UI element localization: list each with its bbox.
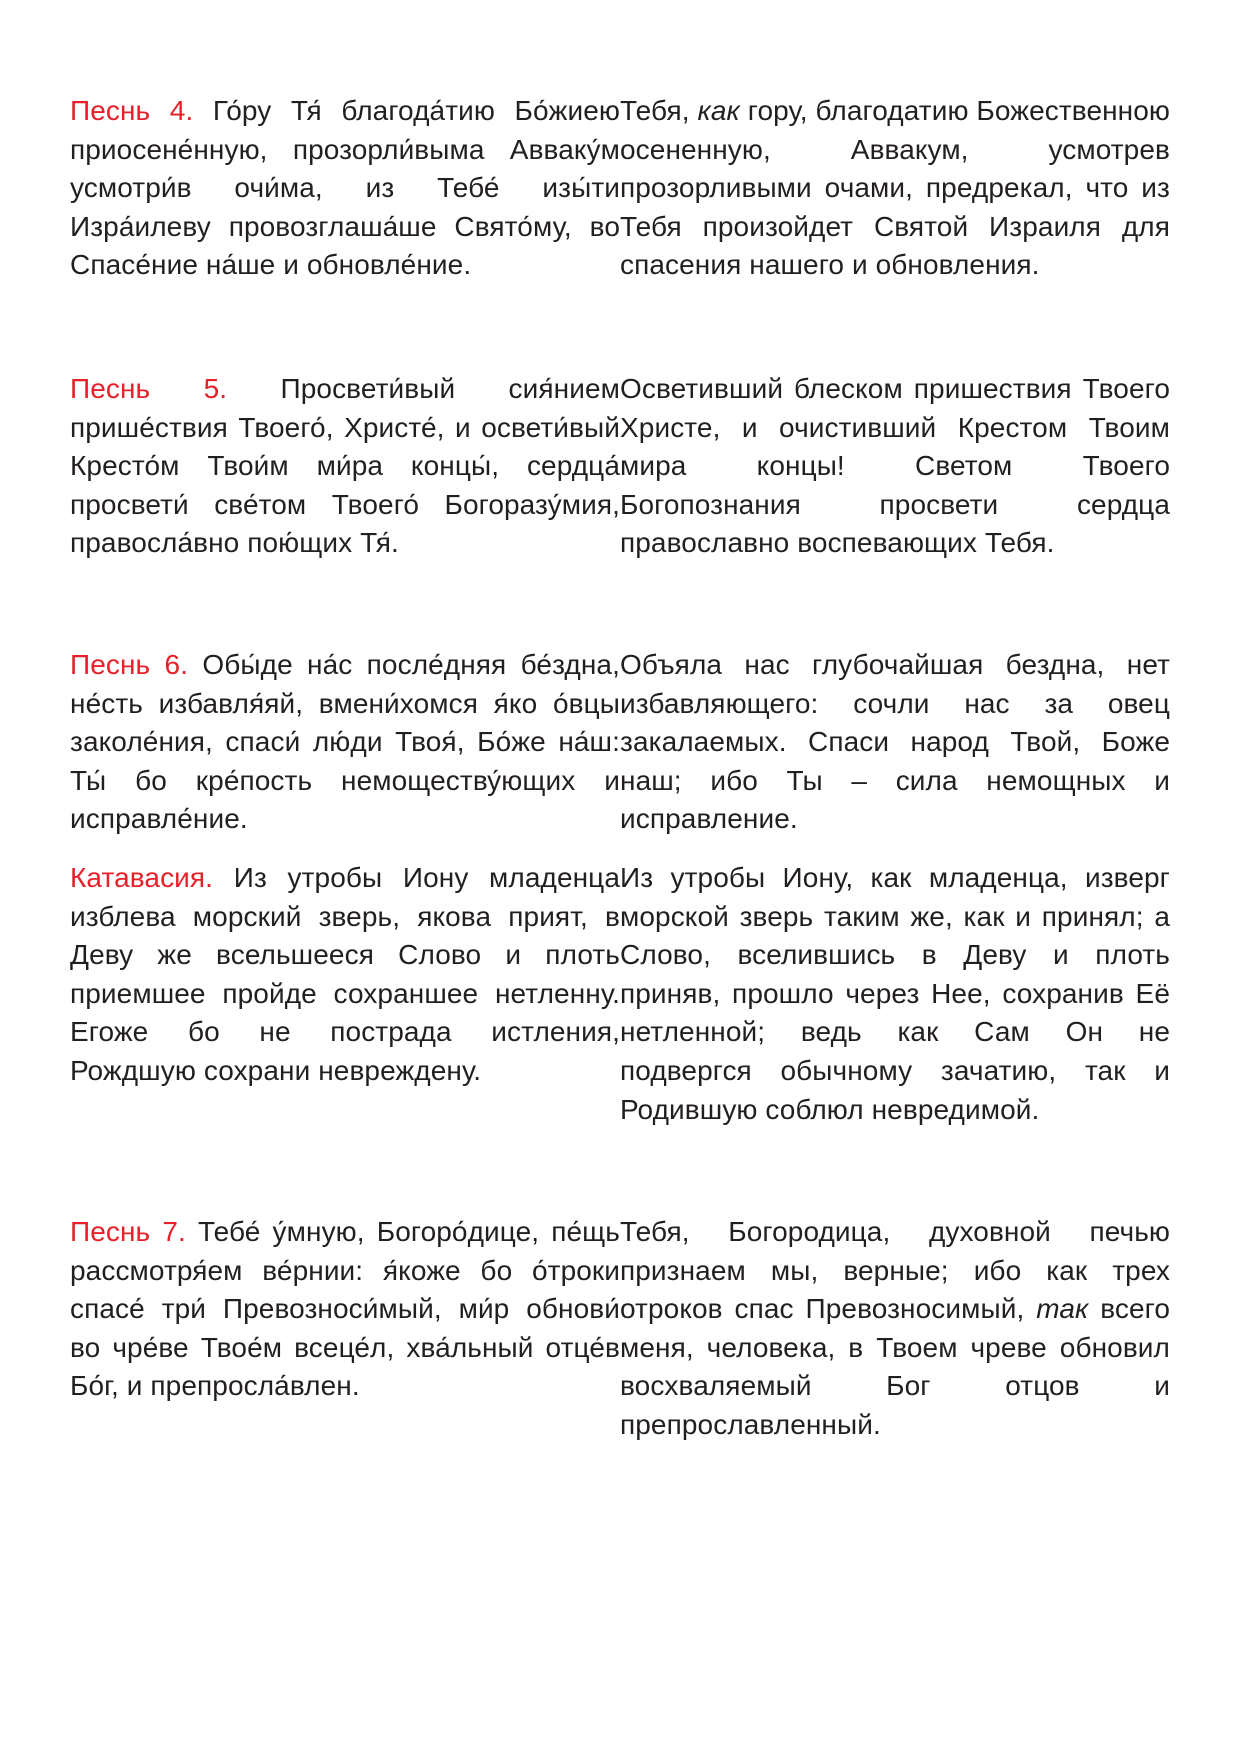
church-slavonic-body: Тебе́ у́мную, Богоро́дице, пе́щь рассмотря́ем ве́рнии: я́коже бо о́троки спасе́ три́ Превозноси́мый, ми́р обнови́ во чре́ве Твое́м всеце́л, хва́льный отце́в Бо́г, и препросла́влен. (70, 1216, 620, 1402)
section-heading: Песнь 5. (70, 373, 228, 404)
russian-translation-text (620, 646, 1170, 839)
section-heading: Песнь 4. (70, 95, 194, 126)
church-slavonic-text (70, 1213, 620, 1445)
russian-translation-text (620, 370, 1170, 563)
section-heading: Катавасия. (70, 862, 214, 893)
section-heading: Песнь 6. (70, 649, 189, 680)
church-slavonic-body: Обы́де на́с после́дняя бе́здна, не́сть избавля́яй, вмени́хомся я́ко о́вцы заколе́ния, спаси́ лю́ди Твоя́, Бо́же на́ш: Ты́ бо кре́пость немоществу́ющих и исправле́ние. (70, 649, 620, 835)
section-song-7 (70, 1213, 1170, 1445)
church-slavonic-body: Из утробы Иону младенца изблева морский зверь, якова прият, в Деву же всельшееся Слово и плоть приемшее пройде сохраншее нетленну. Егоже бо не пострада истления, Рождшую сохрани невреждену. (70, 862, 620, 1086)
section-song-4 (70, 92, 1170, 285)
church-slavonic-text (70, 646, 620, 839)
russian-italic-word: так (1036, 1293, 1089, 1325)
church-slavonic-body: Просвети́вый сия́нием прише́ствия Твоего́, Христе́, и освети́вый Кресто́м Твои́м ми́ра концы́, сердца́ просвети́ све́том Твоего́ Богоразу́мия, правосла́вно пою́щих Тя́. (70, 373, 620, 559)
section-katavasia (70, 859, 1170, 1129)
russian-translation-text (620, 1213, 1170, 1445)
russian-translation-text (620, 92, 1170, 285)
russian-text-part: Объяла нас глубочайшая бездна, нет избавляющего: сочли нас за овец закалаемых. Спаси народ Твой, Боже наш; ибо Ты – сила немощных и исправление. (620, 649, 1170, 835)
russian-text-part: всего меня, человека, в Твоем чреве обновил восхваляемый Бог отцов и препрославленный. (620, 1293, 1170, 1440)
russian-text-part: Тебя, (620, 95, 698, 126)
russian-text-part: гору, благодатию Божественною осененную, Аввакум, усмотрев прозорливыми очами, предрекал, что из Тебя произойдет Святой Израиля для спасения нашего и обновления. (620, 95, 1171, 281)
section-heading: Песнь 7. (70, 1216, 186, 1247)
section-song-6 (70, 646, 1170, 839)
russian-text-part: Тебя, Богородица, духовной печью признаем мы, верные; ибо как трех отроков спас Превозносимый, (620, 1216, 1170, 1325)
section-song-5 (70, 370, 1170, 563)
church-slavonic-text (70, 859, 620, 1129)
church-slavonic-text (70, 370, 620, 563)
church-slavonic-text (70, 92, 620, 285)
russian-text-part: Из утробы Иону, как младенца, изверг морской зверь таким же, как и принял; а Слово, вселившись в Деву и плоть приняв, прошло через Нее, сохранив Её нетленной; ведь как Сам Он не подвергся обычному зачатию, так и Родившую соблюл невредимой. (620, 862, 1170, 1125)
russian-italic-word: как (697, 95, 740, 126)
church-slavonic-body: Го́ру Тя́ благода́тию Бо́жиею приосене́нную, прозорли́выма Авваку́м усмотри́в очи́ма, из Тебе́ изы́ти Изра́илеву провозглаша́ше Свято́му, во Спасе́ние на́ше и обновле́ние. (70, 95, 620, 281)
russian-text-part: Осветивший блеском пришествия Твоего Христе, и очистивший Крестом Твоим мира концы! Светом Твоего Богопознания просвети сердца православно воспевающих Тебя. (620, 373, 1170, 559)
russian-translation-text (620, 859, 1170, 1129)
